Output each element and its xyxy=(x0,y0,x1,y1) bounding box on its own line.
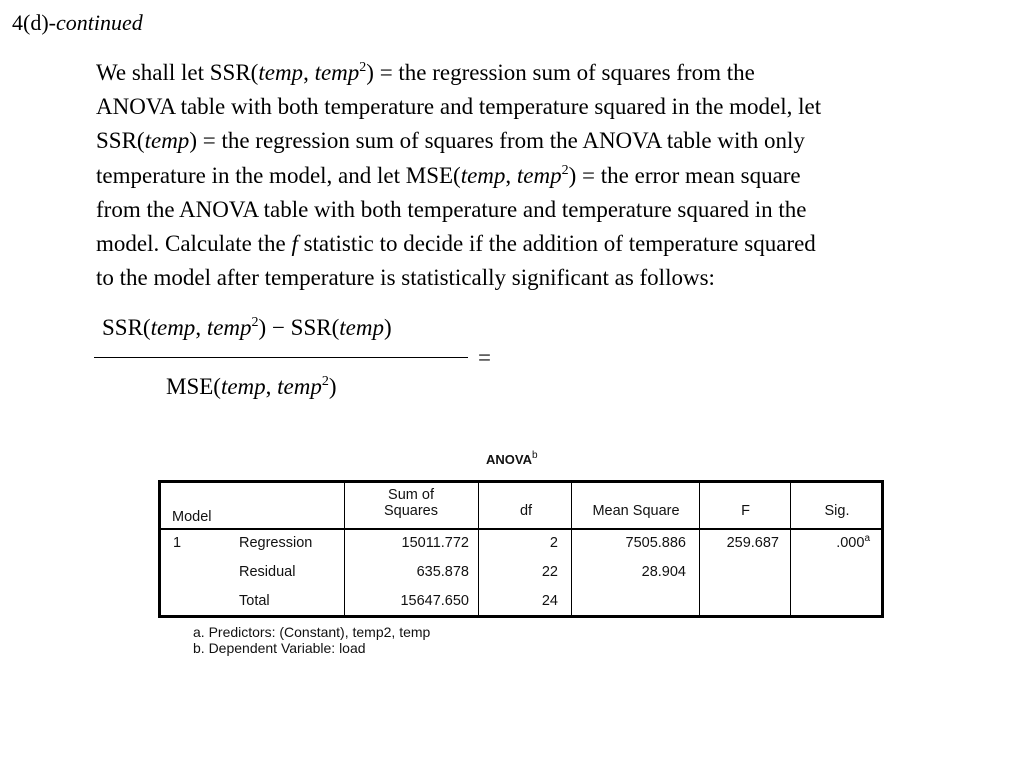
header-sum-of: Sum of xyxy=(388,487,434,503)
text-run: temp xyxy=(460,162,506,188)
column-divider xyxy=(478,483,479,615)
text-run: temp xyxy=(516,162,562,188)
text-run: , xyxy=(195,315,207,340)
text-run: We shall let SSR( xyxy=(96,60,259,85)
text-run: , xyxy=(265,374,278,399)
paragraph-line-3 xyxy=(96,124,1006,158)
equals-sign: = xyxy=(478,345,491,370)
column-divider xyxy=(344,483,345,615)
anova-table xyxy=(158,480,884,618)
fraction-bar xyxy=(94,357,468,358)
anova-title-text: ANOVA xyxy=(486,452,532,467)
cell-f-regression: 259.687 xyxy=(726,535,779,551)
cell-df-total: 24 xyxy=(541,593,558,609)
column-divider xyxy=(790,483,791,615)
text-run: temp xyxy=(277,374,322,399)
text-run: SSR( xyxy=(102,315,151,340)
text-run: temperature in the model, and let MSE( xyxy=(96,162,461,188)
text-run: temp xyxy=(220,374,266,399)
paragraph-line-5: from the ANOVA table with both temperature and temperature squared in the xyxy=(96,196,807,222)
header-squares: Squares xyxy=(383,503,438,519)
formula-denominator xyxy=(166,374,337,400)
text-run: temp xyxy=(258,60,304,85)
text-run: model. Calculate the xyxy=(96,231,292,257)
text-run: temp xyxy=(339,315,384,340)
cell-ss-total: 15647.650 xyxy=(400,593,469,609)
slide-heading xyxy=(12,9,143,37)
footnote-b: b. Dependent Variable: load xyxy=(193,640,366,656)
text-run: SSR( xyxy=(96,128,145,154)
row-label-total: Total xyxy=(239,593,270,609)
superscript: 2 xyxy=(251,315,259,330)
column-divider xyxy=(699,483,700,615)
superscript: 2 xyxy=(359,60,367,75)
text-run: MSE( xyxy=(166,374,221,399)
text-run: ) = the regression sum of squares from the ANOVA table with only xyxy=(189,128,805,154)
text-run: statistic to decide if the addition of temperature squared xyxy=(297,231,816,257)
text-run: ) = the error mean square xyxy=(568,162,801,188)
text-run: , xyxy=(303,60,315,85)
text-run: temp xyxy=(144,128,190,154)
text-run: f xyxy=(291,231,298,257)
text-run: ) xyxy=(328,374,337,399)
heading-continued: continued xyxy=(55,10,143,35)
header-f: F xyxy=(741,503,750,519)
superscript: b xyxy=(531,450,538,461)
header-sig: Sig. xyxy=(824,503,850,519)
paragraph-line-2: ANOVA table with both temperature and temperature squared in the model, let xyxy=(96,94,822,120)
row-label-regression: Regression xyxy=(239,535,313,551)
anova-title xyxy=(486,452,538,467)
text-run: ) = the regression sum of squares from the xyxy=(366,60,755,85)
cell-df-regression: 2 xyxy=(549,535,558,551)
footnote-a: a. Predictors: (Constant), temp2, temp xyxy=(193,624,431,640)
column-divider xyxy=(571,483,572,615)
text-run: , xyxy=(505,162,517,188)
sig-value: .000 xyxy=(836,535,865,551)
paragraph-line-4 xyxy=(96,159,1006,193)
formula-numerator xyxy=(102,315,392,341)
cell-sig-regression xyxy=(792,535,870,552)
model-number: 1 xyxy=(173,535,182,551)
row-label-residual: Residual xyxy=(239,564,296,580)
superscript: 2 xyxy=(561,162,569,178)
header-df: df xyxy=(519,503,533,519)
text-run: temp xyxy=(314,60,360,85)
superscript: a xyxy=(864,533,870,544)
f-statistic-formula xyxy=(94,312,514,412)
cell-ms-residual: 28.904 xyxy=(641,564,686,580)
paragraph-line-7: to the model after temperature is statistically significant as follows: xyxy=(96,265,715,291)
superscript: 2 xyxy=(321,374,329,389)
cell-df-residual: 22 xyxy=(541,564,558,580)
text-run: temp xyxy=(206,315,252,340)
header-model: Model xyxy=(172,509,212,525)
cell-ss-residual: 635.878 xyxy=(416,564,469,580)
cell-ms-regression: 7505.886 xyxy=(625,535,686,551)
cell-ss-regression: 15011.772 xyxy=(401,535,469,551)
text-run: temp xyxy=(150,315,196,340)
paragraph-line-1 xyxy=(96,56,1006,90)
text-run: ) − SSR( xyxy=(258,315,340,340)
heading-prefix: 4(d)- xyxy=(12,10,56,35)
header-mean-square: Mean Square xyxy=(592,503,680,519)
instruction-paragraph xyxy=(96,56,1006,295)
header-divider xyxy=(161,528,881,530)
text-run: ) xyxy=(383,315,392,340)
paragraph-line-6 xyxy=(96,227,1006,261)
